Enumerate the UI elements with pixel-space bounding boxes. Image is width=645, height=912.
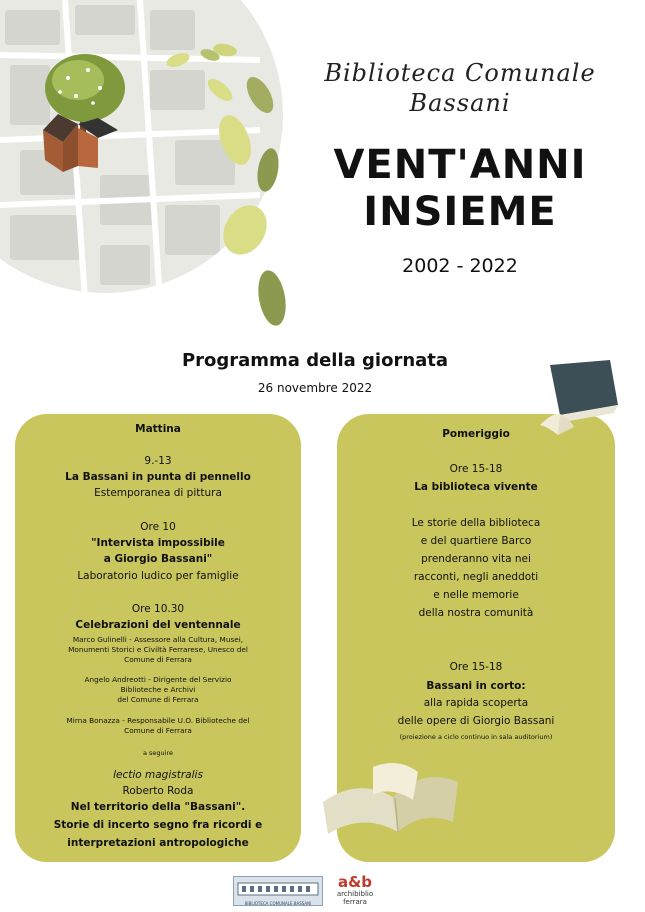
library-logo-text: BIBLIOTECA COMUNALE BASSANI (244, 901, 312, 906)
afternoon-desc-2: e del quartiere Barco (420, 535, 532, 547)
main-title-line2: INSIEME (363, 189, 557, 235)
archibiblio-logo: a&b (338, 873, 372, 891)
library-name-line2: Bassani (409, 89, 511, 117)
follow-note: a seguire (142, 749, 173, 757)
library-logo (233, 876, 323, 906)
archibiblio-line1: archibiblio (336, 890, 374, 898)
morning-card (15, 414, 301, 862)
afternoon-e2-desc-1: alla rapida scoperta (423, 697, 529, 709)
speaker1-line3: Comune di Ferrara (124, 655, 192, 664)
morning-e2-title-2: a Giorgio Bassani" (103, 553, 213, 565)
speaker1-line1: Marco Gulinelli - Assessore alla Cultura, Musei, (72, 635, 244, 644)
morning-e2-time: Ore 10 (140, 521, 176, 533)
morning-e3-title: Celebrazioni del ventennale (75, 619, 241, 631)
speaker3-line1: Mirna Bonazza - Responsabile U.O. Biblioteche del (66, 716, 250, 725)
lectio-title-line3: interpretazioni antropologiche (67, 837, 249, 849)
morning-e1-title: La Bassani in punta di pennello (65, 471, 251, 483)
afternoon-desc-3: prenderanno vita nei (421, 553, 531, 565)
afternoon-e2-title: Bassani in corto: (426, 680, 526, 692)
speaker2-line2: Biblioteche e Archivi (120, 685, 196, 694)
afternoon-heading: Pomeriggio (442, 428, 510, 440)
morning-e2-desc: Laboratorio ludico per famiglie (77, 570, 239, 582)
library-name (300, 58, 620, 118)
afternoon-e2-time: Ore 15-18 (449, 661, 503, 673)
program-title: Programma della giornata (181, 350, 449, 371)
speaker3-line2: Comune di Ferrara (124, 726, 192, 735)
main-title-line1: VENT'ANNI (333, 142, 587, 188)
afternoon-e2-desc-2: delle opere di Giorgio Bassani (397, 715, 555, 727)
main-title (300, 142, 620, 236)
afternoon-desc-6: della nostra comunità (418, 607, 534, 619)
tree-illustration (38, 48, 133, 173)
morning-e1-time: 9.-13 (144, 455, 172, 467)
morning-e3-time: Ore 10.30 (131, 603, 185, 615)
book-bottom-illustration (318, 752, 468, 842)
afternoon-e2-note: (proiezione a ciclo continuo in sala auditorium) (399, 733, 553, 741)
speaker2-line1: Angelo Andreotti - Dirigente del Servizio (84, 675, 232, 684)
archibiblio-subtitle (335, 890, 375, 906)
morning-e1-desc: Estemporanea di pittura (94, 487, 222, 499)
afternoon-desc-4: racconti, negli aneddoti (413, 571, 539, 583)
morning-heading: Mattina (135, 423, 181, 435)
morning-e2-title-1: "Intervista impossibile (91, 537, 225, 549)
program-date: 26 novembre 2022 (257, 381, 373, 395)
afternoon-e1-time: Ore 15-18 (449, 463, 503, 475)
speaker2-line3: del Comune di Ferrara (117, 695, 199, 704)
lectio-title-line1: Nel territorio della "Bassani". (70, 801, 246, 813)
speaker1-line2: Monumenti Storici e Civiltà Ferrarese, Unesco del (68, 645, 248, 654)
archibiblio-line2: ferrara (343, 898, 367, 906)
afternoon-e1-title: La biblioteca vivente (414, 481, 538, 493)
lectio-label: lectio magistralis (113, 769, 203, 781)
afternoon-desc-5: e nelle memorie (433, 589, 519, 601)
library-name-line1: Biblioteca Comunale (324, 59, 596, 87)
afternoon-desc-1: Le storie della biblioteca (411, 517, 541, 529)
lectio-title-line2: Storie di incerto segno fra ricordi e (53, 819, 263, 831)
leaves-decoration (120, 30, 295, 340)
library-building-icon (234, 877, 322, 897)
book-top-illustration (530, 355, 625, 440)
lectio-speaker: Roberto Roda (122, 785, 194, 797)
years: 2002 - 2022 (402, 255, 518, 277)
